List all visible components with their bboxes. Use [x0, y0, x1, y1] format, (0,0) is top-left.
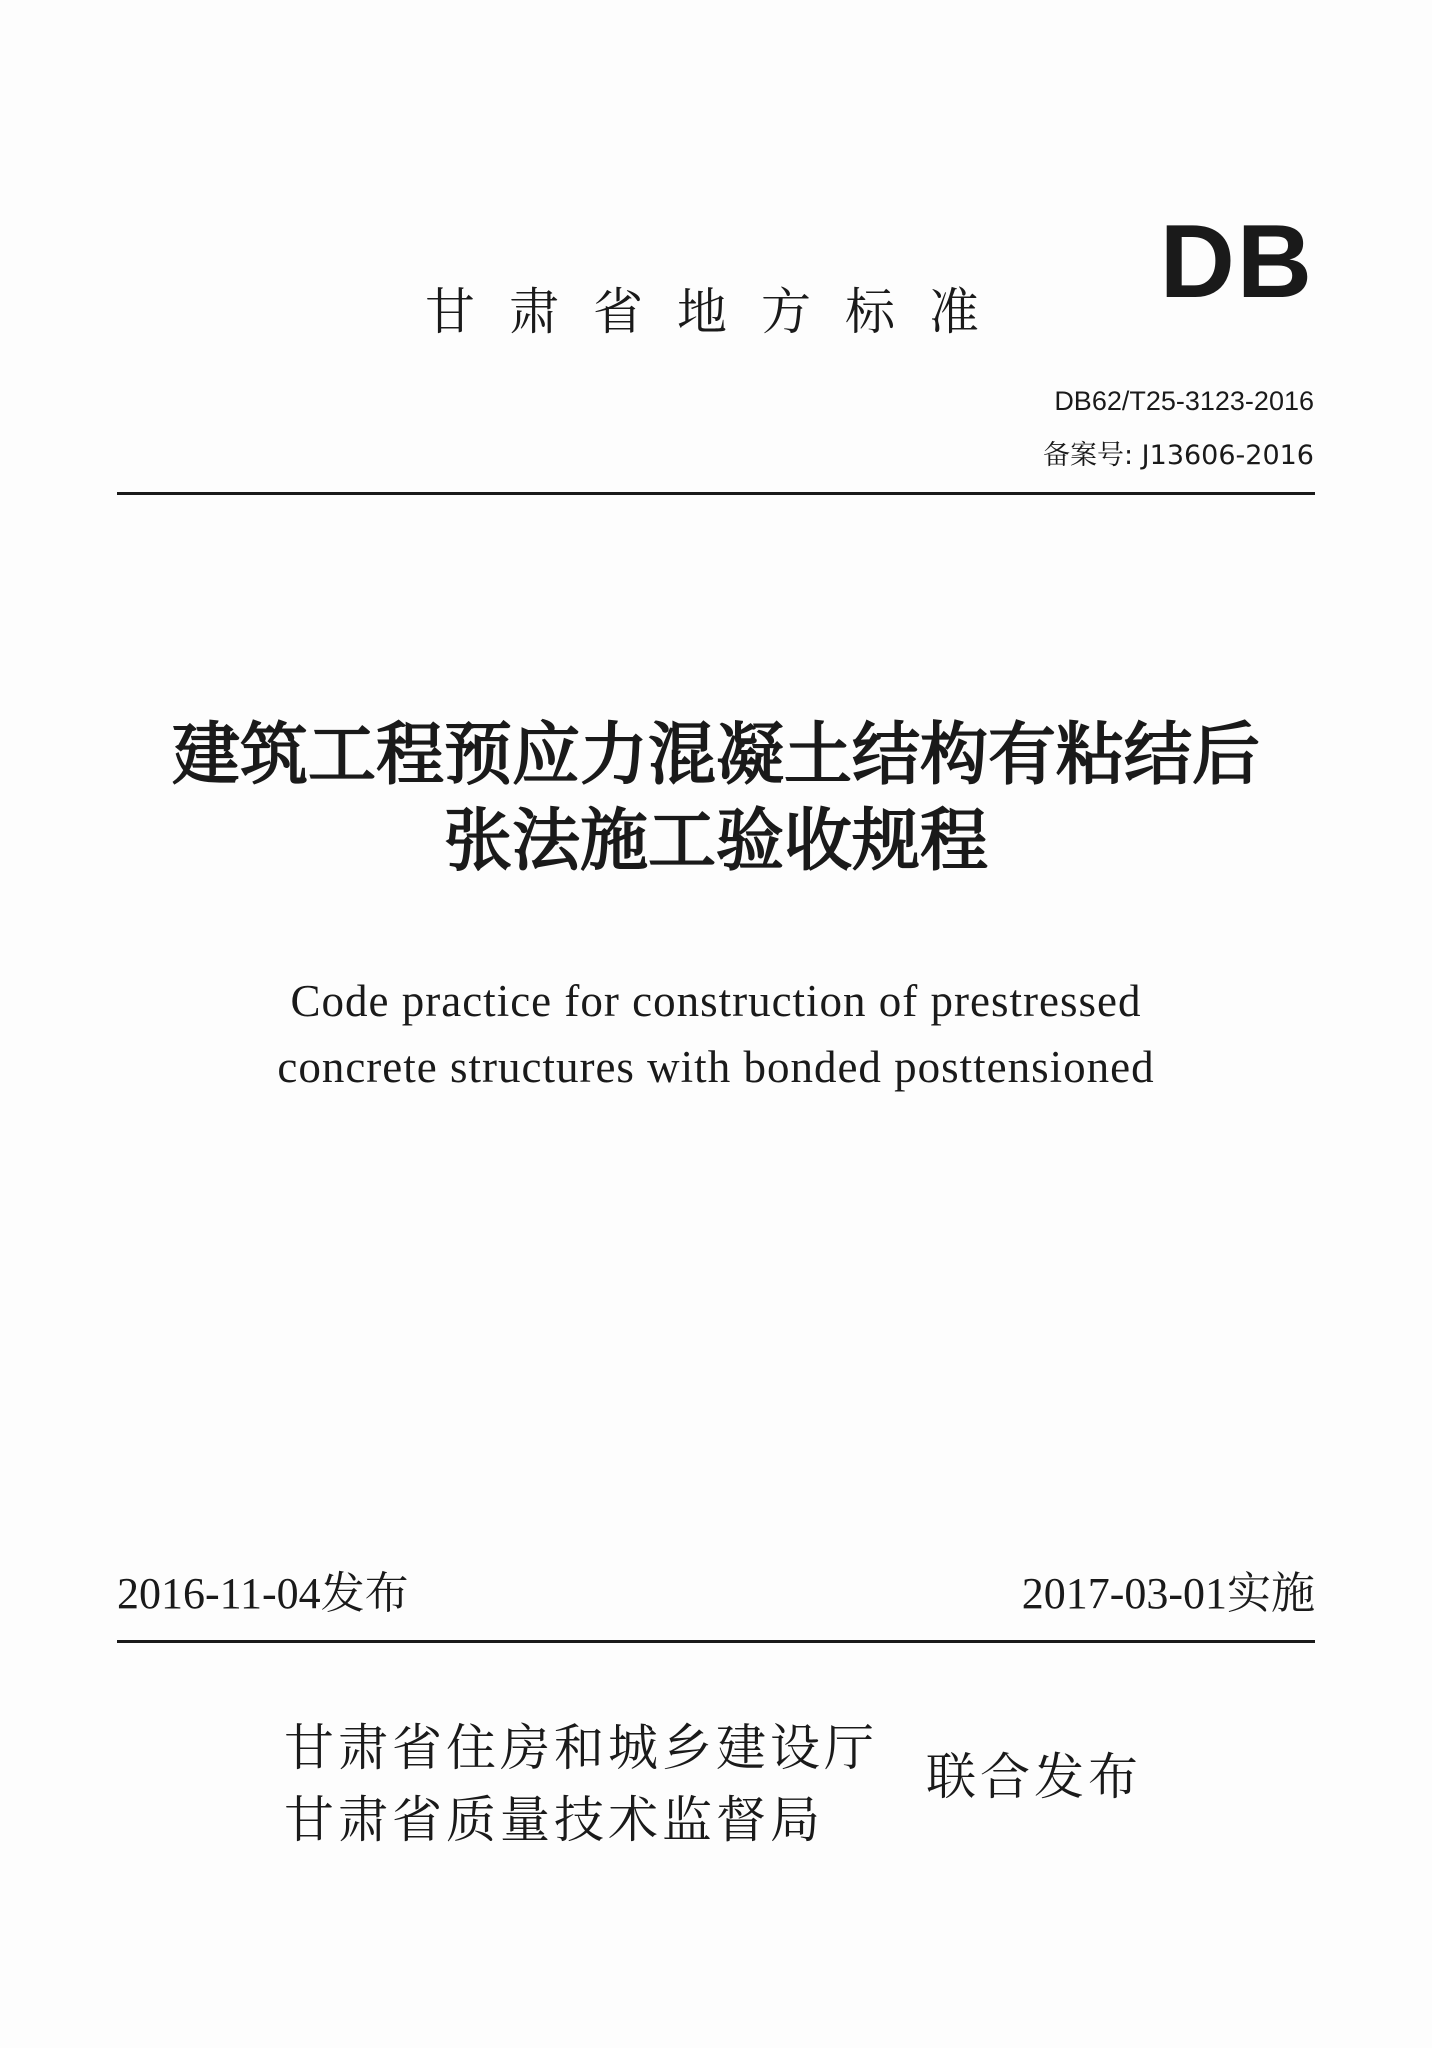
issuer-quality-bureau: 甘肃省质量技术监督局 [284, 1791, 824, 1849]
db-logo: DB [1159, 204, 1314, 320]
standard-number: DB62/T25-3123-2016 [1054, 386, 1314, 416]
chinese-title-line-2: 张法施工验收规程 [443, 801, 988, 881]
issue-date: 2016-11-04发布 [117, 1569, 409, 1618]
bottom-divider [117, 1640, 1315, 1643]
joint-issue-label: 联合发布 [926, 1748, 1142, 1806]
english-title-line-2: concrete structures with bonded posttensioned [277, 1042, 1155, 1092]
chinese-title [0, 712, 1432, 884]
record-number: 备案号: J13606-2016 [1043, 440, 1314, 471]
issuer-housing-department: 甘肃省住房和城乡建设厅 [284, 1719, 878, 1777]
english-title [0, 968, 1432, 1100]
effective-date: 2017-03-01实施 [1021, 1569, 1315, 1618]
top-divider [117, 492, 1315, 495]
english-title-line-1: Code practice for construction of prestressed [290, 976, 1142, 1026]
issuing-organizations [284, 1712, 878, 1856]
chinese-title-line-1: 建筑工程预应力混凝土结构有粘结后 [171, 715, 1260, 795]
standard-type: 甘肃省地方标准 [425, 283, 1013, 341]
